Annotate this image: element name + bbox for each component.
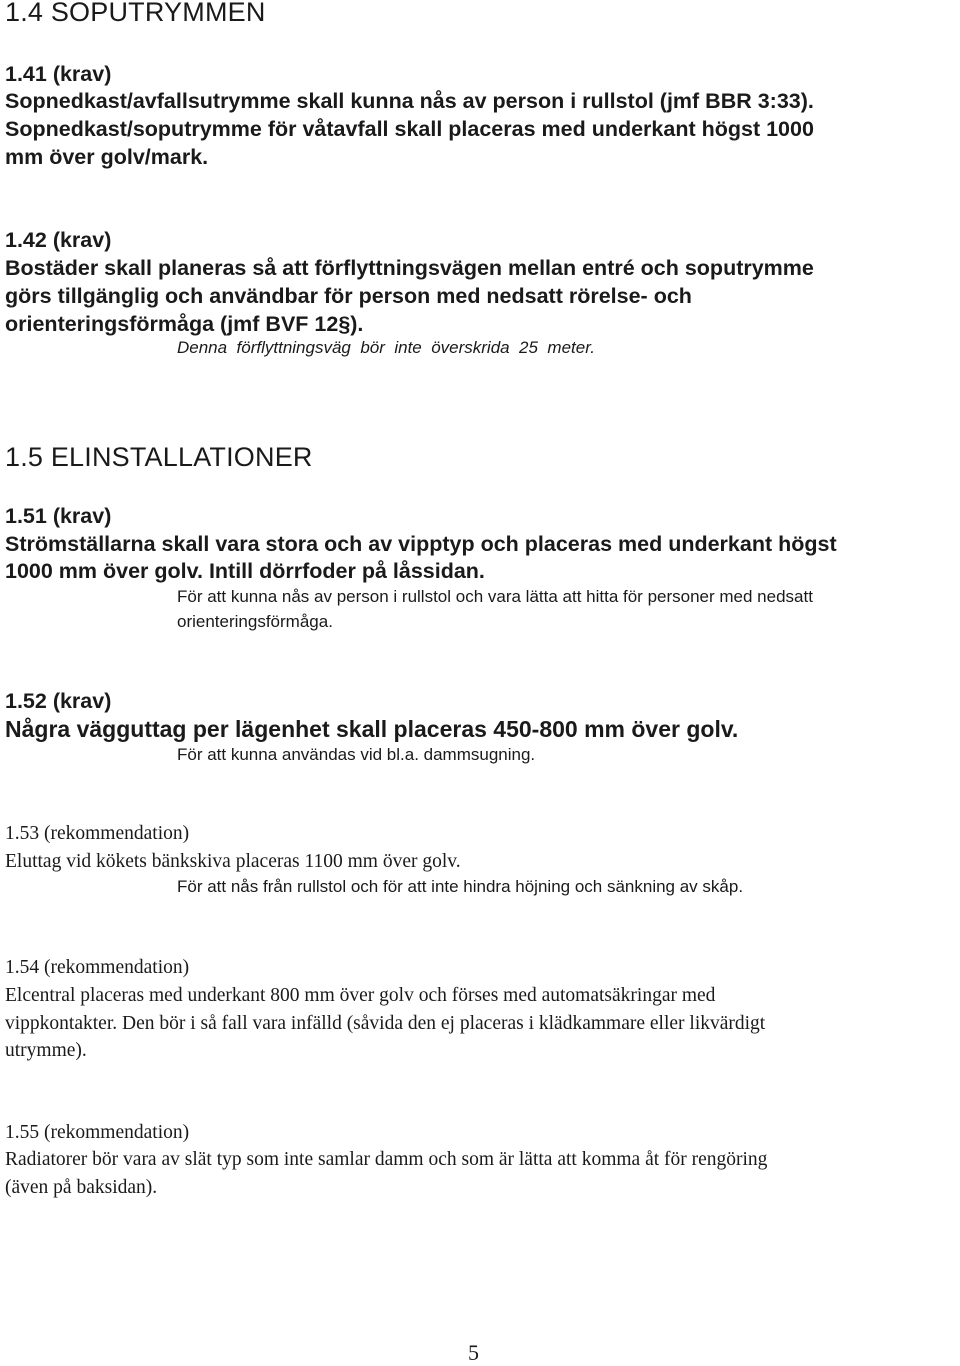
requirement-text-1-42-line-2: görs tillgänglig och användbar för person med nedsatt rörelse- och	[5, 284, 692, 308]
requirement-text-1-42-line-3: orienteringsförmåga (jmf BVF 12§).	[5, 312, 364, 336]
requirement-text-1-42-line-1: Bostäder skall planeras så att förflyttningsvägen mellan entré och soputrymme	[5, 256, 814, 280]
section-heading-soputrymmen: 1.4 SOPUTRYMMEN	[5, 0, 266, 27]
section-heading-elinstallationer: 1.5 ELINSTALLATIONER	[5, 442, 313, 472]
recommendation-text-1-53: Eluttag vid kökets bänkskiva placeras 1100 mm över golv.	[5, 851, 461, 872]
recommendation-text-1-55-line-2: (även på baksidan).	[5, 1177, 158, 1198]
recommendation-id-1-55: 1.55 (rekommendation)	[5, 1122, 190, 1143]
requirement-text-1-41-line-3: mm över golv/mark.	[5, 145, 209, 169]
requirement-text-1-51-line-1: Strömställarna skall vara stora och av vipptyp och placeras med underkant högst	[5, 532, 837, 556]
requirement-id-1-51: 1.51 (krav)	[5, 504, 112, 528]
requirement-text-1-51-line-2: 1000 mm över golv. Intill dörrfoder på låssidan.	[5, 559, 485, 583]
requirement-note-1-51-line-1: För att kunna nås av person i rullstol och vara lätta att hitta för personer med nedsatt	[177, 587, 813, 606]
requirement-note-1-52: För att kunna användas vid bl.a. dammsugning.	[177, 745, 536, 764]
requirement-id-1-52: 1.52 (krav)	[5, 689, 112, 713]
recommendation-id-1-53: 1.53 (rekommendation)	[5, 823, 190, 844]
recommendation-text-1-54-line-1: Elcentral placeras med underkant 800 mm över golv och förses med automatsäkringar med	[5, 985, 716, 1006]
recommendation-id-1-54: 1.54 (rekommendation)	[5, 957, 190, 978]
requirement-text-1-52: Några vägguttag per lägenhet skall placeras 450-800 mm över golv.	[5, 716, 739, 742]
page-number: 5	[468, 1340, 479, 1365]
recommendation-text-1-55-line-1: Radiatorer bör vara av slät typ som inte samlar damm och som är lätta att komma åt för rengöring	[5, 1149, 768, 1170]
recommendation-text-1-54-line-2: vippkontakter. Den bör i så fall vara infälld (såvida den ej placeras i klädkammare eller likvärdigt	[5, 1013, 766, 1034]
requirement-text-1-41-line-1: Sopnedkast/avfallsutrymme skall kunna nås av person i rullstol (jmf BBR 3:33).	[5, 89, 814, 113]
requirement-text-1-41-line-2: Sopnedkast/soputrymme för våtavfall skall placeras med underkant högst 1000	[5, 117, 814, 141]
requirement-note-1-42: Denna förflyttningsväg bör inte överskrida 25 meter.	[177, 338, 595, 357]
requirement-id-1-42: 1.42 (krav)	[5, 228, 112, 252]
requirement-note-1-51-line-2: orienteringsförmåga.	[177, 612, 333, 631]
requirement-id-1-41: 1.41 (krav)	[5, 62, 112, 86]
recommendation-text-1-54-line-3: utrymme).	[5, 1040, 87, 1061]
recommendation-note-1-53: För att nås från rullstol och för att inte hindra höjning och sänkning av skåp.	[177, 877, 744, 896]
